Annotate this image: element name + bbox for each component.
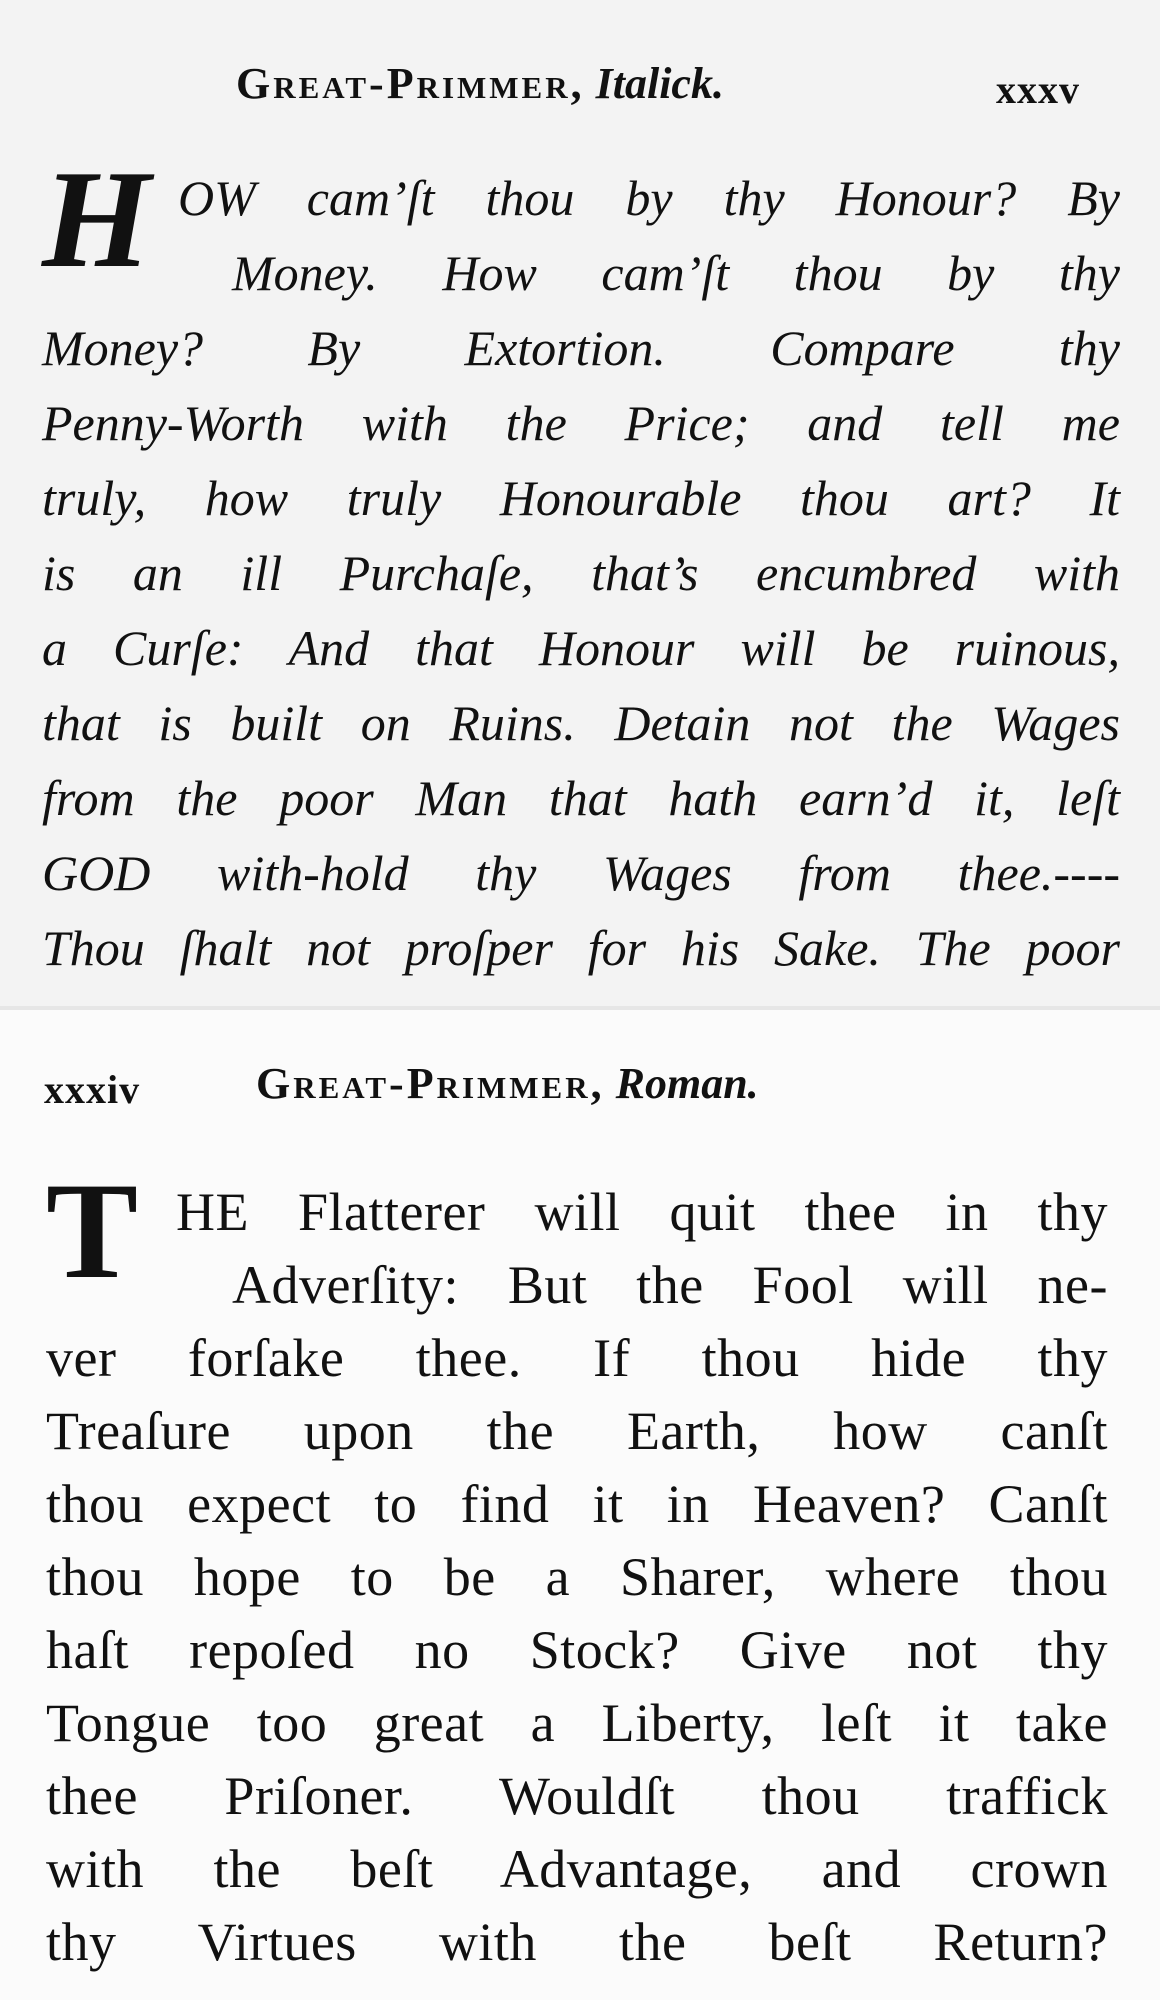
top-line-4: Penny-Worth with the Price; and tell me: [42, 395, 1120, 451]
top-running-head: [236, 58, 724, 109]
bottom-line-3: ver forſake thee. If thou hide thy: [46, 1328, 1108, 1388]
bottom-line-9: thee Priſoner. Wouldſt thou traffick: [46, 1766, 1108, 1826]
top-line-10: GOD with-hold thy Wages from thee.----: [42, 845, 1120, 901]
bottom-line-11: thy Virtues with the beſt Return?: [46, 1912, 1108, 1972]
bottom-line-8: Tongue too great a Liberty, leſt it take: [46, 1693, 1108, 1753]
top-head-style: Italick.: [595, 59, 724, 108]
top-line-9: from the poor Man that hath earn’d it, leſt: [42, 770, 1120, 826]
bottom-drop-cap: T: [46, 1154, 139, 1307]
top-drop-cap: H: [42, 142, 151, 297]
top-line-11: Thou ſhalt not proſper for his Sake. The poor: [42, 920, 1120, 976]
bottom-line-7: haſt repoſed no Stock? Give not thy: [46, 1620, 1108, 1680]
top-head-title: Great-Primmer,: [236, 59, 585, 108]
top-line-5: truly, how truly Honourable thou art? It: [42, 470, 1120, 526]
bottom-line-4: Treaſure upon the Earth, how canſt: [46, 1401, 1108, 1461]
bottom-page: [0, 1010, 1160, 2000]
top-line-8: that is built on Ruins. Detain not the Wages: [42, 695, 1120, 751]
top-line-2: Money. How cam’ſt thou by thy: [232, 245, 1120, 301]
bottom-head-style: Roman.: [615, 1059, 759, 1108]
top-line-3: Money? By Extortion. Compare thy: [42, 320, 1120, 376]
bottom-page-number: xxxiv: [44, 1067, 141, 1112]
bottom-line-2: Adverſity: But the Fool will ne-: [232, 1255, 1108, 1315]
bottom-running-head: [256, 1058, 759, 1109]
top-line-1: OW cam’ſt thou by thy Honour? By: [178, 170, 1120, 226]
top-line-6: is an ill Purchaſe, that’s encumbred with: [42, 545, 1120, 601]
bottom-line-5: thou expect to find it in Heaven? Canſt: [46, 1474, 1108, 1534]
top-line-7: a Curſe: And that Honour will be ruinous,: [42, 620, 1120, 676]
bottom-line-10: with the beſt Advantage, and crown: [46, 1839, 1108, 1899]
top-page-number: xxxv: [996, 67, 1080, 112]
bottom-line-1: HE Flatterer will quit thee in thy: [176, 1182, 1108, 1242]
bottom-head-title: Great-Primmer,: [256, 1059, 605, 1108]
bottom-line-6: thou hope to be a Sharer, where thou: [46, 1547, 1108, 1607]
